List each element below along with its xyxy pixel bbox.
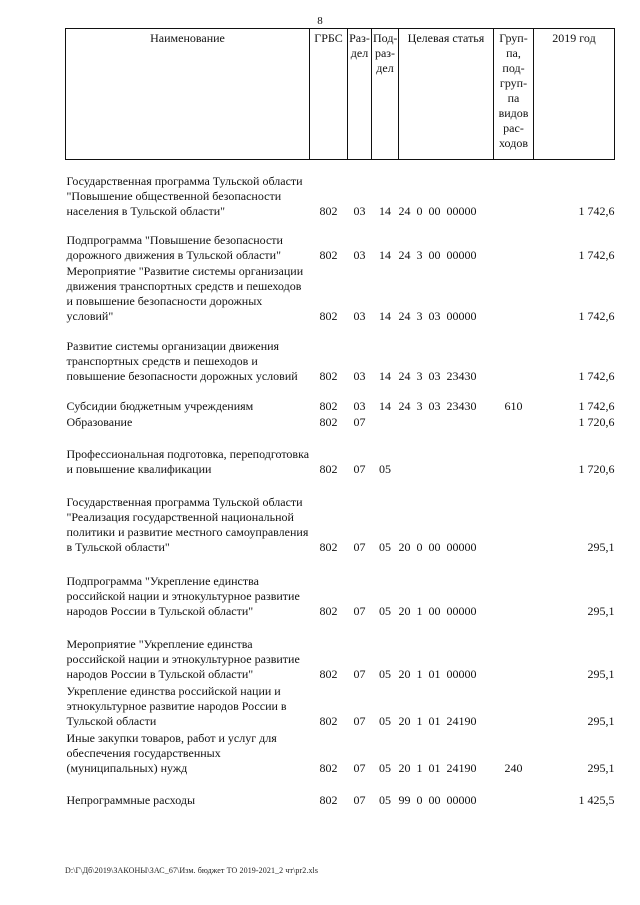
file-path-footer: D:\Г\Дб\2019\ЗАКОНЫ\ЗАС_67\Изм. бюджет ТО 2019-2021_2 чт\pr2.xls	[65, 866, 319, 875]
cell-grbs: 802	[319, 368, 338, 383]
cell-podrazdel: 14	[379, 247, 391, 262]
cell-podrazdel: 05	[379, 461, 391, 476]
cell-grbs: 802	[319, 398, 338, 413]
cell-grbs: 802	[319, 203, 338, 218]
cell-podrazdel: 14	[379, 203, 391, 218]
cell-gruppa: 240	[504, 760, 523, 775]
table-header-row	[66, 29, 615, 160]
table-row	[66, 220, 615, 264]
cell-gruppa	[494, 683, 534, 730]
cell-tselevaya-statya	[399, 431, 494, 478]
cell-gruppa	[494, 556, 534, 620]
cell-tselevaya-statya: 24 3 03 23430	[398, 398, 477, 413]
cell-podrazdel: 05	[379, 792, 391, 807]
cell-podrazdel: 05	[379, 539, 391, 554]
cell-grbs: 802	[319, 760, 338, 775]
cell-gruppa	[494, 415, 534, 431]
cell-tselevaya-statya: 20 1 01 24190	[398, 713, 477, 728]
cell-grbs: 802	[319, 666, 338, 681]
cell-razdel: 07	[353, 792, 366, 807]
cell-name: Развитие системы организации движения транспортных средств и пешеходов и повышение безопасности дорожных условий	[66, 338, 298, 383]
budget-table	[65, 28, 615, 809]
cell-name: Непрограммные расходы	[66, 792, 196, 807]
cell-amount-2019: 295,1	[587, 713, 615, 728]
cell-amount-2019: 1 720,6	[578, 461, 615, 476]
header-tselevaya-statya: Целевая статья	[399, 29, 494, 160]
cell-amount-2019: 1 742,6	[578, 247, 615, 262]
cell-grbs: 802	[319, 539, 338, 554]
cell-razdel: 07	[353, 539, 366, 554]
table-row	[66, 777, 615, 809]
cell-amount-2019: 295,1	[587, 760, 615, 775]
cell-gruppa	[494, 620, 534, 683]
cell-razdel: 07	[353, 461, 366, 476]
table-row	[66, 620, 615, 683]
cell-amount-2019: 1 742,6	[578, 308, 615, 323]
cell-name: Мероприятие "Укрепление единства российской нации и этнокультурное развитие народов России в Тульской области"	[66, 636, 300, 681]
cell-grbs: 802	[319, 603, 338, 618]
cell-gruppa	[494, 264, 534, 325]
cell-amount-2019: 1 742,6	[578, 398, 615, 413]
table-row	[66, 730, 615, 777]
header-razdel: Раз-дел	[348, 29, 372, 160]
header-grbs: ГРБС	[310, 29, 348, 160]
table-row	[66, 556, 615, 620]
cell-podrazdel	[372, 415, 399, 431]
cell-amount-2019: 295,1	[587, 603, 615, 618]
header-name: Наименование	[66, 29, 310, 160]
table-row	[66, 478, 615, 556]
cell-amount-2019: 295,1	[587, 666, 615, 681]
table-row	[66, 385, 615, 415]
cell-grbs: 802	[319, 308, 338, 323]
cell-razdel: 07	[353, 603, 366, 618]
cell-gruppa	[494, 220, 534, 264]
cell-amount-2019: 295,1	[587, 539, 615, 554]
cell-podrazdel: 05	[379, 666, 391, 681]
cell-name: Субсидии бюджетным учреждениям	[66, 398, 254, 413]
cell-grbs: 802	[319, 247, 338, 262]
cell-amount-2019: 1 742,6	[578, 203, 615, 218]
table-row	[66, 325, 615, 385]
cell-tselevaya-statya: 20 1 00 00000	[398, 603, 477, 618]
cell-razdel: 03	[353, 368, 366, 383]
cell-name: Государственная программа Тульской области "Повышение общественной безопасности населения в Тульской области"	[66, 173, 303, 218]
cell-name: Мероприятие "Развитие системы организации движения транспортных средств и пешеходов и повышение безопасности дорожных условий"	[66, 263, 304, 323]
cell-podrazdel: 14	[379, 398, 391, 413]
page-number: 8	[317, 15, 323, 27]
cell-tselevaya-statya: 24 0 00 00000	[398, 203, 477, 218]
table-row	[66, 431, 615, 478]
cell-amount-2019: 1 425,5	[578, 792, 615, 807]
cell-gruppa	[494, 431, 534, 478]
table-row	[66, 264, 615, 325]
cell-name: Подпрограмма "Укрепление единства российской нации и этнокультурное развитие народов России в Тульской области"	[66, 573, 300, 618]
cell-grbs: 802	[319, 713, 338, 728]
cell-razdel: 07	[353, 666, 366, 681]
cell-podrazdel: 05	[379, 713, 391, 728]
cell-name: Образование	[66, 414, 133, 429]
table-row	[66, 415, 615, 431]
cell-razdel: 07	[353, 414, 366, 429]
cell-amount-2019: 1 720,6	[578, 414, 615, 429]
cell-grbs: 802	[319, 414, 338, 429]
cell-gruppa: 610	[504, 398, 523, 413]
header-year-2019: 2019 год	[534, 29, 615, 160]
cell-tselevaya-statya: 20 0 00 00000	[398, 539, 477, 554]
cell-gruppa	[494, 478, 534, 556]
table-row	[66, 160, 615, 220]
cell-gruppa	[494, 325, 534, 385]
cell-podrazdel: 05	[379, 603, 391, 618]
cell-podrazdel: 05	[379, 760, 391, 775]
cell-tselevaya-statya: 24 3 03 23430	[398, 368, 477, 383]
cell-amount-2019: 1 742,6	[578, 368, 615, 383]
cell-gruppa	[494, 160, 534, 220]
cell-podrazdel: 14	[379, 308, 391, 323]
cell-tselevaya-statya: 20 1 01 24190	[398, 760, 477, 775]
cell-name: Государственная программа Тульской области "Реализация государственной национальной политики и развитие местного самоуправления в Тульской области"	[66, 494, 309, 554]
cell-gruppa	[494, 777, 534, 809]
cell-razdel: 03	[353, 247, 366, 262]
cell-grbs: 802	[319, 792, 338, 807]
cell-razdel: 03	[353, 308, 366, 323]
cell-tselevaya-statya	[399, 415, 494, 431]
cell-podrazdel: 14	[379, 368, 391, 383]
cell-name: Профессиональная подготовка, переподготовка и повышение квалификации	[66, 446, 310, 476]
table-row	[66, 683, 615, 730]
cell-tselevaya-statya: 24 3 00 00000	[398, 247, 477, 262]
header-podrazdel: Под-раз-дел	[372, 29, 399, 160]
cell-razdel: 03	[353, 203, 366, 218]
cell-tselevaya-statya: 24 3 03 00000	[398, 308, 477, 323]
header-gruppa-vidov-rashodov: Груп-па, под-груп-па видов рас-ходов	[494, 29, 534, 160]
cell-tselevaya-statya: 20 1 01 00000	[398, 666, 477, 681]
cell-name: Подпрограмма "Повышение безопасности дорожного движения в Тульской области"	[66, 232, 283, 262]
cell-razdel: 07	[353, 713, 366, 728]
cell-grbs: 802	[319, 461, 338, 476]
cell-razdel: 03	[353, 398, 366, 413]
cell-name: Укрепление единства российской нации и этнокультурное развитие народов России в Тульской области	[66, 683, 287, 728]
cell-tselevaya-statya: 99 0 00 00000	[398, 792, 477, 807]
cell-razdel: 07	[353, 760, 366, 775]
cell-name: Иные закупки товаров, работ и услуг для обеспечения государственных (муниципальных) нужд	[66, 730, 277, 775]
